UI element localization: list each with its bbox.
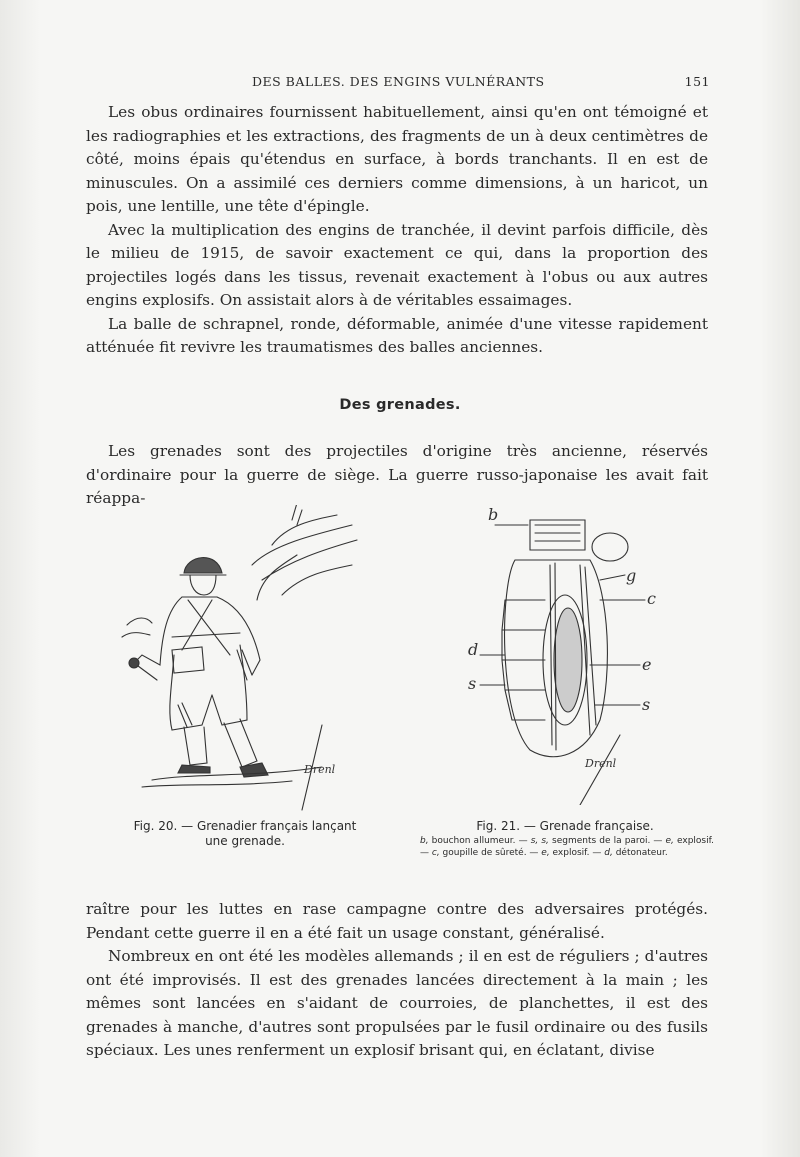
legend-text: bouchon allumeur. —: [428, 836, 531, 846]
section-heading: Des grenades.: [339, 397, 461, 413]
paragraph: Les obus ordinaires fournissent habituellement, ainsi qu'en ont témoigné et les radiographies et les extractions, des fragments de un à deux centimètres de côté, moins épais qu'étendus en surface, à bords tranchants. Il en est de minuscules. On a assimilé ces derniers comme dimensions, à un haricot, un pois, une lentille, une tête d'épingle.: [86, 103, 708, 215]
paragraph: Nombreux en ont été les modèles allemands ; il en est de réguliers ; d'autres ont été improvisés. Il est des grenades lancées directement à la main ; les mêmes sont lancées en s'aidant de courroies, de planchettes, il est des grenades à manche, d'autres sont propulsées par le fusil ordinaire ou des fusils spéciaux. Les unes renferment un explosif brisant qui, en éclatant, divise: [86, 947, 708, 1059]
signature-text: Drenl: [304, 763, 336, 776]
label-e: e: [642, 655, 652, 674]
body-text-intro: [86, 440, 708, 511]
legend-text: explosif. —: [549, 847, 605, 858]
label-g: g: [626, 566, 637, 585]
legend-key: d,: [604, 847, 613, 858]
legend-text: détonateur.: [612, 847, 668, 858]
legend-key: b,: [420, 836, 429, 846]
running-title: DES BALLES. DES ENGINS VULNÉRANTS: [252, 74, 545, 89]
paragraph: Avec la multiplication des engins de tranchée, il devint parfois difficile, dès le milieu de 1915, de savoir exactement ce qui, dans la proportion des projectiles logés dans les tissus, revenait exactement à l'obus ou aux autres engins explosifs. On assistait alors à de véritables essaimages.: [86, 220, 708, 309]
running-header: [230, 74, 710, 94]
legend-text: goupille de sûreté. —: [439, 847, 542, 858]
paragraph: La balle de schrapnel, ronde, déformable, animée d'une vitesse rapidement atténuée fit revivre les traumatismes des balles anciennes.: [86, 314, 708, 356]
figure-21-legend: [420, 836, 714, 859]
grenadier-illustration: [112, 505, 367, 815]
paragraph: Les grenades sont des projectiles d'origine très ancienne, réservés d'ordinaire pour la guerre de siège. La guerre russo-japonaise les avait fait réappa-: [86, 442, 708, 507]
paragraph: raître pour les luttes en rase campagne contre des adversaires protégés. Pendant cette guerre il en a été fait un usage constant, généralisé.: [86, 900, 708, 942]
figure-20-caption: Fig. 20. — Grenadier français lançant une grenade.: [133, 819, 357, 848]
signature-text: Drenl: [585, 757, 617, 770]
label-d: d: [468, 640, 479, 659]
legend-key: e,: [665, 836, 674, 846]
label-s: s: [468, 674, 477, 693]
body-text-bottom: [86, 898, 708, 1063]
legend-key: s, s,: [530, 836, 549, 846]
label-c: c: [647, 589, 656, 608]
label-b: b: [488, 505, 499, 524]
legend-key: e,: [541, 847, 550, 858]
page-number: 151: [684, 74, 710, 89]
figure-21-caption: Fig. 21. — Grenade française.: [476, 819, 654, 833]
legend-text: explosif. —: [420, 836, 714, 858]
label-s: s: [642, 695, 651, 714]
grenade-illustration: [460, 505, 675, 805]
body-text-top: [86, 101, 708, 360]
legend-key: c,: [431, 847, 440, 858]
legend-text: segments de la paroi. —: [548, 836, 666, 846]
